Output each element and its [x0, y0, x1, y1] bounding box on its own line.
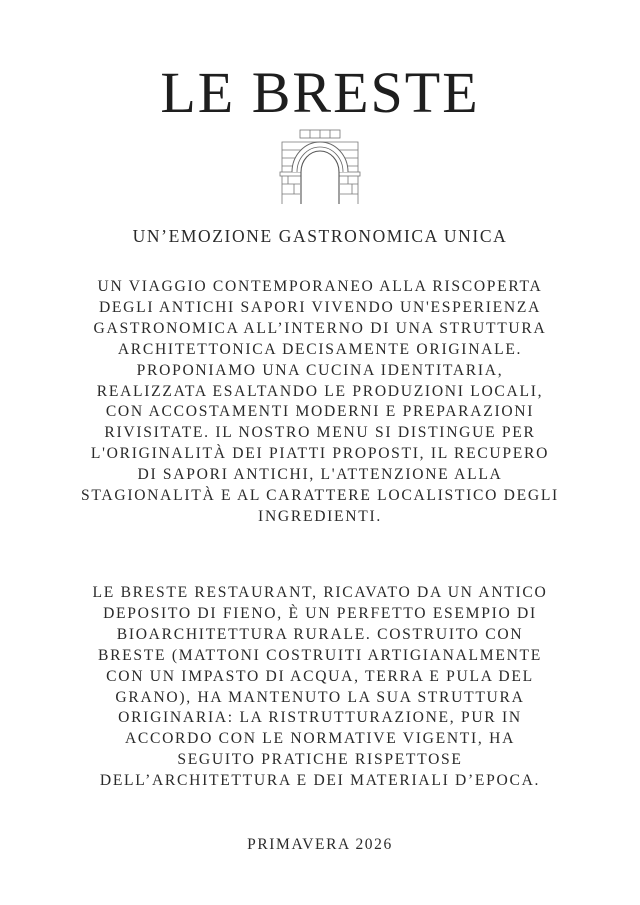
subtitle: UN’EMOZIONE GASTRONOMICA UNICA — [132, 226, 508, 246]
paragraph-line: SEGUITO PRATICHE RISPETTOSE — [177, 751, 463, 769]
paragraph-line: UN VIAGGIO CONTEMPORANEO ALLA RISCOPERTA — [97, 278, 543, 295]
paragraph-line: ORIGINARIA: LA RISTRUTTURAZIONE, PUR IN — [118, 709, 522, 727]
paragraph-line: CON UN IMPASTO DI ACQUA, TERRA E PULA DEL — [106, 667, 534, 685]
paragraph-line: RIVISITATE. IL NOSTRO MENU SI DISTINGUE PER — [104, 424, 536, 442]
paragraph-line: BIOARCHITETTURA RURALE. COSTRUITO CON — [116, 625, 524, 643]
brick-arch-icon — [278, 128, 362, 204]
paragraph-line: STAGIONALITÀ E AL CARATTERE LOCALISTICO DEGLI — [81, 487, 559, 505]
season-label: PRIMAVERA 2026 — [247, 836, 393, 853]
paragraph-line: INGREDIENTI. — [258, 507, 382, 525]
paragraph-line: DELL’ARCHITETTURA E DEI MATERIALI D’EPOCA. — [99, 772, 541, 790]
intro-paragraph — [0, 277, 640, 528]
paragraph-line: GASTRONOMICA ALL’INTERNO DI UNA STRUTTURA — [93, 319, 547, 337]
paragraph-line: L'ORIGINALITÀ DEI PIATTI PROPOSTI, IL RECUPERO — [90, 445, 550, 463]
paragraph-line: ARCHITETTONICA DECISAMENTE ORIGINALE. — [117, 340, 523, 358]
paragraph-line: REALIZZATA ESALTANDO LE PRODUZIONI LOCALI, — [96, 382, 544, 400]
history-paragraph — [0, 583, 640, 792]
paragraph-line: BRESTE (MATTONI COSTRUITI ARTIGIANALMENTE — [97, 646, 542, 664]
paragraph-line: CON ACCOSTAMENTI MODERNI E PREPARAZIONI — [105, 403, 535, 421]
paragraph-line: DI SAPORI ANTICHI, L'ATTENZIONE ALLA — [137, 466, 503, 484]
paragraph-line: ACCORDO CON LE NORMATIVE VIGENTI, HA — [124, 730, 516, 748]
restaurant-title: LE BRESTE — [160, 60, 480, 125]
paragraph-line: DEPOSITO DI FIENO, È UN PERFETTO ESEMPIO DI — [103, 604, 537, 622]
paragraph-line: LE BRESTE RESTAURANT, RICAVATO DA UN ANTICO — [92, 584, 548, 601]
paragraph-line: GRANO), HA MANTENUTO LA SUA STRUTTURA — [115, 688, 525, 706]
paragraph-line: DEGLI ANTICHI SAPORI VIVENDO UN'ESPERIENZA — [98, 298, 542, 316]
paragraph-line: PROPONIAMO UNA CUCINA IDENTITARIA, — [136, 361, 504, 379]
